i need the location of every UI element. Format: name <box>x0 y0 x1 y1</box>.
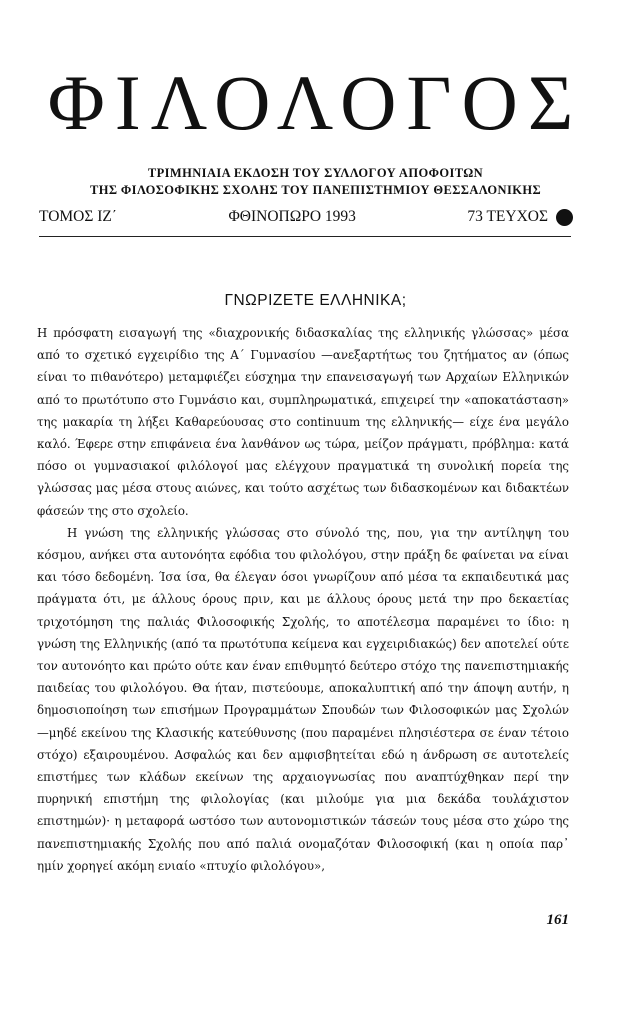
page-number: 161 <box>546 912 569 928</box>
header-divider <box>39 236 571 237</box>
volume-label: ΤΟΜΟΣ ΙΖ΄ <box>39 208 118 225</box>
journal-masthead: ΦΙΛΟΛΟΓΟΣ <box>47 59 584 146</box>
article-title: ΓΝΩΡΙΖΕΤΕ ΕΛΛΗΝΙΚΑ; <box>224 292 407 309</box>
article-body <box>37 322 569 877</box>
issue-number-group <box>467 208 573 226</box>
journal-subtitle-line1: ΤΡΙΜΗΝΙΑΙΑ ΕΚΔΟΣΗ ΤΟΥ ΣΥΛΛΟΓΟΥ ΑΠΟΦΟΙΤΩΝ <box>147 166 484 180</box>
paragraph-1: Η πρόσφατη εισαγωγή της «διαχρονικής διδασκαλίας της ελληνικής γλώσσας» μέσα από το σχετικό εγχειρίδιο της Α΄ Γυμνασίου —ανεξαρτήτως του ζητήματος αν (όπως είναι το πιθανότερο) μεταμφιέζει εύσχημα την επανεισαγωγή των Αρχαίων Ελληνικών από το πρωτότυπο στο Γυμνάσιο και, συμπληρωματικά, επιχειρεί την «αποκατάσταση» της μακαρία τη λήξει Καθαρεύουσας στο continuum της ελληνικής— είχε ένα μεγάλο καλό. Έφερε στην επιφάνεια ένα λανθάνον ως τώρα, μείζον πράγματι, πρόβλημα: κατά πόσο οι γυμνασιακοί φιλόλογοί μας ελέγχουν πραγματικά τη συνολική πορεία της γλώσσας μας μέσα στους αιώνες, και τούτο ασχέτως των διδασκομένων και διδακτέων φάσεών της στο σχολείο. <box>37 326 569 518</box>
season-label: ΦΘΙΝΟΠΩΡΟ 1993 <box>228 208 356 225</box>
paragraph-2: Η γνώση της ελληνικής γλώσσας στο σύνολό της, που, για την αντίληψη του κόσμου, ανήκει στα αυτονόητα εφόδια του φιλολόγου, στην πράξη δε φαίνεται να είναι και τόσο δεδομένη. Ίσα ίσα, θα έλεγαν όσοι γνωρίζουν από μέσα τα εκπαιδευτικά μας πράγματα ότι, με άλλους όρους πριν, και με άλλους όρους μετά την προ δεκαετίας τριχοτόμηση της παλιάς Φιλοσοφικής Σχολής, το αποτέλεσμα παραμένει το ίδιο: η γνώση της Ελληνικής (από τα πρωτότυπα κείμενα και εγχειριδιακώς) δεν αποτελεί ούτε τον αυτονόητο και πρώτο ούτε καν έναν επιθυμητό δεύτερο στόχο της πανεπιστημιακής παιδείας του φιλολόγου. Θα ήταν, πιστεύουμε, αποκαλυπτική από την άποψη αυτήν, η δημοσιοποίηση των επισήμων Προγραμμάτων Σπουδών των Φιλοσοφικών μας Σχολών —μηδέ εκείνου της Κλασικής κατεύθυνσης (που παραμένει πλησιέστερα σε έναν τέτοιο στόχο) εξαιρουμένου. Ασφαλώς και δεν αμφισβητείται εδώ η άνδρωση σε αυτοτελείς επιστήμες των κλάδων εκείνων της αρχαιογνωσίας που αναπτύχθηκαν περί την πυρηνική επιστήμη της φιλολογίας (και μιλούμε για μια δεκάδα τουλάχιστον επιστημών)· η μεταφορά ωστόσο των αυτονομιστικών τάσεών τους μέσα στο χώρο της πανεπιστημιακής Σχολής που από παλιά ονομαζόταν Φιλοσοφική (και η οποία παρ᾽ ημίν χορηγεί ακόμη ενιαίο «πτυχίο φιλολόγου», <box>37 525 569 873</box>
journal-subtitle-line2: ΤΗΣ ΦΙΛΟΣΟΦΙΚΗΣ ΣΧΟΛΗΣ ΤΟΥ ΠΑΝΕΠΙΣΤΗΜΙΟΥ ΘΕΣΣΑΛΟΝΙΚΗΣ <box>89 183 542 197</box>
bullet-dot-icon <box>556 209 573 226</box>
issue-number-label: 73 ΤΕΥΧΟΣ <box>467 208 548 225</box>
issue-info-bar <box>39 208 573 226</box>
